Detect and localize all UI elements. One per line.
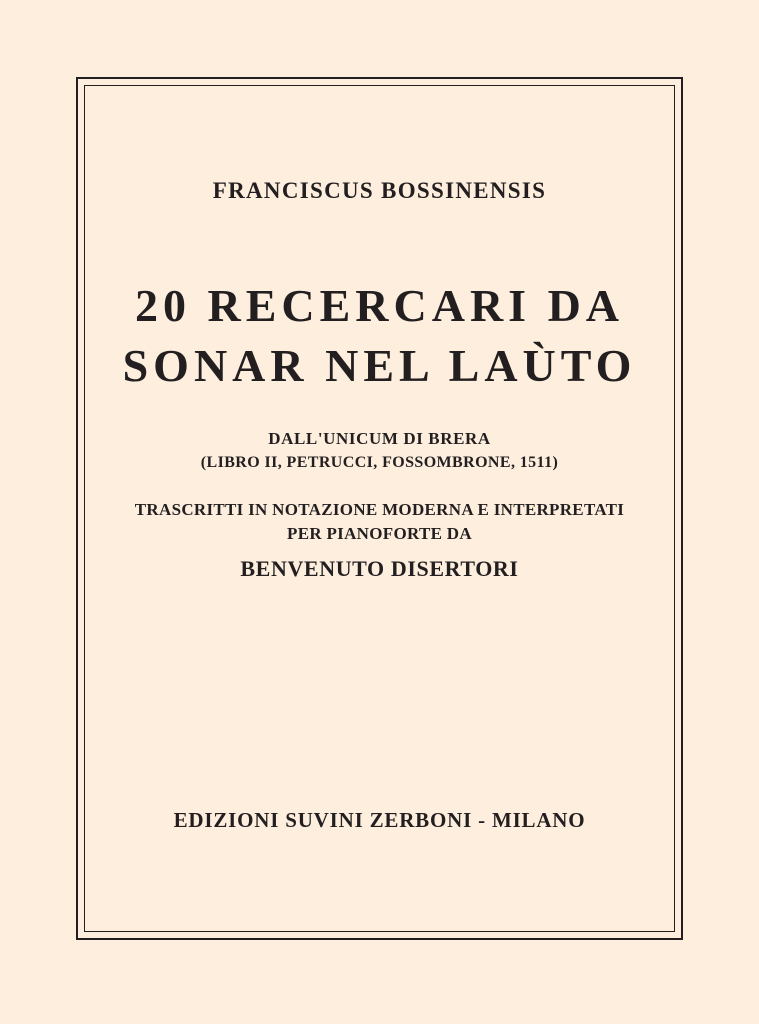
publisher-name: EDIZIONI SUVINI ZERBONI - MILANO [173, 808, 586, 832]
transcription-line-1: TRASCRITTI IN NOTAZIONE MODERNA E INTERPRETATI [134, 500, 625, 519]
cover-border-outer [76, 77, 683, 940]
source-line-2: (LIBRO II, PETRUCCI, FOSSOMBRONE, 1511) [200, 454, 559, 471]
title-line-2: SONAR NEL LAÙTO [122, 340, 637, 391]
cover-content [85, 86, 674, 931]
cover-border-inner [84, 85, 675, 932]
page-title [85, 276, 674, 396]
transcription-line-2: PER PIANOFORTE DA [287, 524, 472, 543]
transcription-info [85, 498, 674, 586]
title-line-1: 20 RECERCARI DA [134, 280, 625, 331]
source-line-1: DALL'UNICUM DI BRERA [268, 429, 491, 448]
editor-name: BENVENUTO DISERTORI [240, 556, 519, 581]
source-info [85, 426, 674, 475]
author-name: FRANCISCUS BOSSINENSIS [212, 178, 547, 203]
